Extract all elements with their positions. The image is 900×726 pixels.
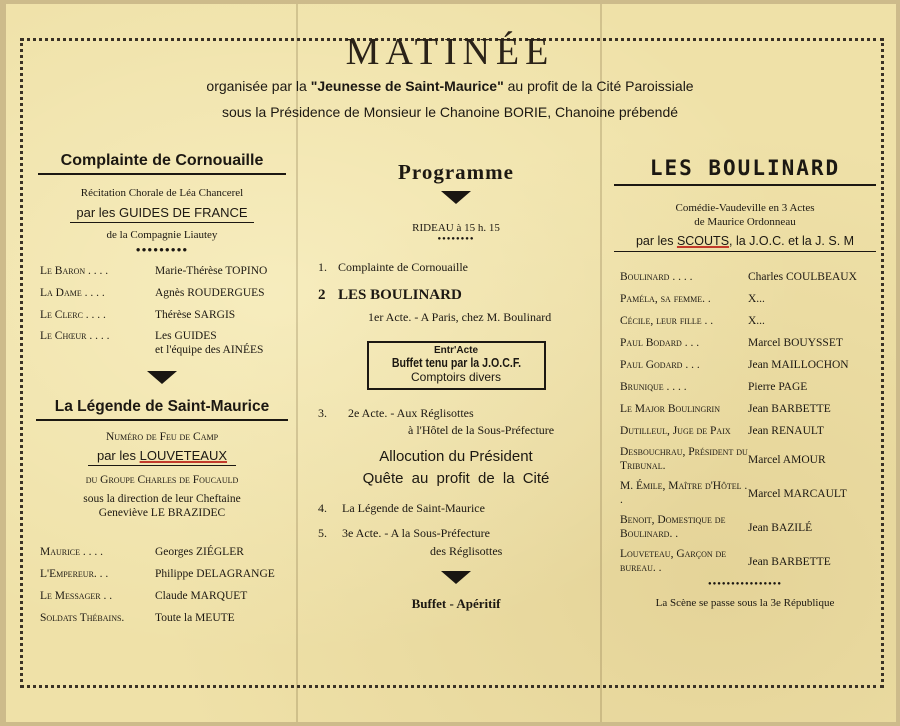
- cast-actor: Claude MARQUET: [155, 590, 248, 602]
- separator-dots: ●●●●●●●●●●●●●●●●: [708, 581, 782, 587]
- cast-actor: Marie-Thérèse TOPINO: [155, 265, 268, 277]
- legende-title: La Légende de Saint-Maurice: [36, 398, 288, 421]
- entracte-buffet: Buffet tenu par la J.O.C.F.: [391, 356, 521, 370]
- cast-actor: Jean RENAULT: [748, 425, 824, 437]
- program-item: [318, 406, 594, 421]
- item-number: 1.: [318, 260, 327, 274]
- entracte-comptoirs: Comptoirs divers: [410, 370, 502, 384]
- cast-role: Paméla, sa femme. .: [620, 293, 711, 305]
- by-prefix: par les: [635, 234, 677, 248]
- item-text: 2e Acte. - Aux Réglisottes: [348, 406, 474, 420]
- cast-actor: Thérèse SARGIS: [155, 309, 236, 321]
- buffet-aperitif: Buffet - Apéritif: [411, 596, 501, 611]
- cheftaine-line: Geneviève LE BRAZIDEC: [98, 507, 226, 519]
- cast-row: [620, 398, 876, 420]
- cast-row: [620, 479, 876, 507]
- cast-role: M. Émile, Maître d'Hôtel . .: [620, 480, 748, 506]
- cast-actor: [155, 329, 294, 357]
- cast-role: Louveteau, Garçon de bureau. .: [620, 548, 727, 574]
- cast-role: Le Major Boulingrin: [620, 403, 720, 415]
- cast-actor: Marcel MARCAULT: [748, 488, 847, 500]
- presidency-line: sous la Présidence de Monsieur le Chanoine BORIE, Chanoine prébendé: [221, 104, 679, 120]
- page-title: MATINÉE: [345, 31, 555, 73]
- cast-row: [40, 260, 294, 282]
- item-text: Complainte de Cornouaille: [338, 260, 468, 274]
- program-subitem: des Réglisottes: [430, 544, 503, 558]
- cast-actor: Toute la MEUTE: [155, 612, 235, 624]
- cast-role: Paul Godard . . .: [620, 359, 700, 371]
- cast-row: [620, 513, 876, 541]
- cast-role: Le Baron . . . .: [40, 265, 109, 277]
- entracte-box: [367, 341, 546, 390]
- cast-role: L'Empereur. . .: [40, 568, 109, 580]
- cast-row: [40, 282, 294, 304]
- program-subitem: à l'Hôtel de la Sous-Préfecture: [408, 423, 555, 437]
- numero-line: Numéro de Feu de Camp: [105, 431, 219, 443]
- cast-row: [620, 376, 876, 398]
- organizer-line: [0, 78, 900, 94]
- comedie-line: Comédie-Vaudeville en 3 Actes: [675, 202, 815, 214]
- cast-actor: Charles COULBEAUX: [748, 271, 857, 283]
- entracte-title: Entr'Acte: [433, 345, 479, 356]
- cast-actor: X...: [748, 293, 765, 305]
- middle-column: [318, 160, 594, 612]
- cast-actor: Pierre PAGE: [748, 381, 808, 393]
- complainte-title: Complainte de Cornouaille: [38, 152, 286, 175]
- cast-list-legende: [30, 541, 294, 629]
- cast-actor: Jean BAZILÉ: [748, 522, 813, 534]
- organizer-prefix: organisée par la: [206, 78, 311, 94]
- item-number: 4.: [318, 501, 327, 515]
- louveteaux-name: LOUVETEAUX: [139, 448, 228, 463]
- separator-dots: ●●●●●●●●: [437, 236, 475, 242]
- scene-line: La Scène se passe sous la 3e République: [655, 597, 835, 609]
- cast-role: Soldats Thébains.: [40, 612, 125, 624]
- recitation-line: Récitation Chorale de Léa Chancerel: [80, 187, 244, 199]
- program-subitem: 1er Acte. - A Paris, chez M. Boulinard: [368, 310, 552, 324]
- cast-actor: Marcel AMOUR: [748, 454, 826, 466]
- cast-row: [620, 420, 876, 442]
- program-item: [318, 526, 594, 541]
- cast-row: [40, 304, 294, 326]
- cast-role: Benoit, Domestique de Boulinard. .: [620, 514, 726, 540]
- cast-actor: Jean BARBETTE: [748, 556, 831, 568]
- cast-row: [620, 547, 876, 575]
- troupe-suffix: , la J.O.C. et la J. S. M: [729, 234, 855, 248]
- item-number: 5.: [318, 526, 327, 540]
- item-text: La Légende de Saint-Maurice: [342, 501, 485, 515]
- scouts-name: SCOUTS: [676, 234, 730, 248]
- cast-role: Dutilleul, Juge de Paix: [620, 425, 731, 437]
- troupe-line: [614, 234, 876, 252]
- cast-role: Le Clerc . . . .: [40, 309, 106, 321]
- by-prefix: par les: [96, 448, 140, 463]
- cast-row: [40, 563, 294, 585]
- cast-row: [40, 585, 294, 607]
- cast-role: Le Chœur . . . .: [40, 330, 110, 342]
- cast-row: [620, 354, 876, 376]
- cast-list-complainte: [30, 260, 294, 357]
- guides-name: GUIDES DE FRANCE: [119, 205, 248, 220]
- cast-actor: Jean BARBETTE: [748, 403, 831, 415]
- cast-actor: Marcel BOUYSSET: [748, 337, 843, 349]
- cast-role: Cécile, leur fille . .: [620, 315, 714, 327]
- programme-title: Programme: [398, 160, 514, 184]
- allocution-line: Allocution du Président: [379, 448, 533, 465]
- cast-row: [40, 329, 294, 357]
- cast-list-boulinard: [614, 266, 876, 575]
- cast-role: Maurice . . . .: [40, 546, 104, 558]
- cast-role: Boulinard . . . .: [620, 271, 693, 283]
- cast-row: [40, 607, 294, 629]
- cast-role: Brunique . . . .: [620, 381, 687, 393]
- item-number: 3.: [318, 406, 327, 420]
- cast-actor: Philippe DELAGRANGE: [155, 568, 275, 580]
- rideau-line: RIDEAU à 15 h. 15: [412, 222, 500, 234]
- company-line: de la Compagnie Liautey: [106, 229, 218, 241]
- organizer-suffix: au profit de la Cité Paroissiale: [503, 78, 694, 94]
- left-column: [30, 152, 294, 629]
- boulinard-title: LES BOULINARD: [614, 156, 876, 186]
- cast-role: Le Messager . .: [40, 590, 113, 602]
- groupe-line: du Groupe Charles de Foucauld: [85, 474, 239, 486]
- louveteaux-line: [88, 448, 236, 466]
- direction-line: sous la direction de leur Cheftaine: [83, 493, 241, 505]
- arrow-down-icon: [318, 571, 594, 584]
- cast-row: [620, 288, 876, 310]
- program-item: [318, 501, 594, 516]
- cast-actor: Georges ZIÉGLER: [155, 546, 244, 558]
- right-column: [614, 156, 876, 609]
- arrow-down-icon: [30, 371, 294, 384]
- cast-role: La Dame . . . .: [40, 287, 105, 299]
- separator-dots: ●●●●●●●●●: [135, 245, 189, 254]
- cast-actor-line: Les GUIDES: [155, 330, 217, 342]
- by-prefix: par les: [76, 205, 120, 220]
- arrow-down-icon: [318, 191, 594, 204]
- cast-role: Desbouchrau, Président du Tribunal.: [620, 446, 748, 472]
- quete-line: Quête au profit de la Cité: [362, 470, 550, 487]
- item-text: 3e Acte. - A la Sous-Préfecture: [342, 526, 490, 540]
- cast-actor: Agnès ROUDERGUES: [155, 287, 265, 299]
- cast-actor: Jean MAILLOCHON: [748, 359, 849, 371]
- program-item: [318, 260, 594, 275]
- cast-role: Paul Bodard . . .: [620, 337, 700, 349]
- author-line: de Maurice Ordonneau: [694, 216, 796, 228]
- cast-actor: X...: [748, 315, 765, 327]
- cast-row: [620, 332, 876, 354]
- organizer-name: "Jeunesse de Saint-Maurice": [310, 78, 504, 94]
- item-text: LES BOULINARD: [338, 287, 462, 303]
- cast-row: [620, 445, 876, 473]
- item-number: 2: [318, 287, 326, 303]
- guides-line: [70, 205, 254, 223]
- cast-actor-line: et l'équipe des AINÉES: [155, 344, 264, 356]
- cast-row: [620, 310, 876, 332]
- cast-row: [40, 541, 294, 563]
- cast-row: [620, 266, 876, 288]
- program-item: [318, 287, 594, 304]
